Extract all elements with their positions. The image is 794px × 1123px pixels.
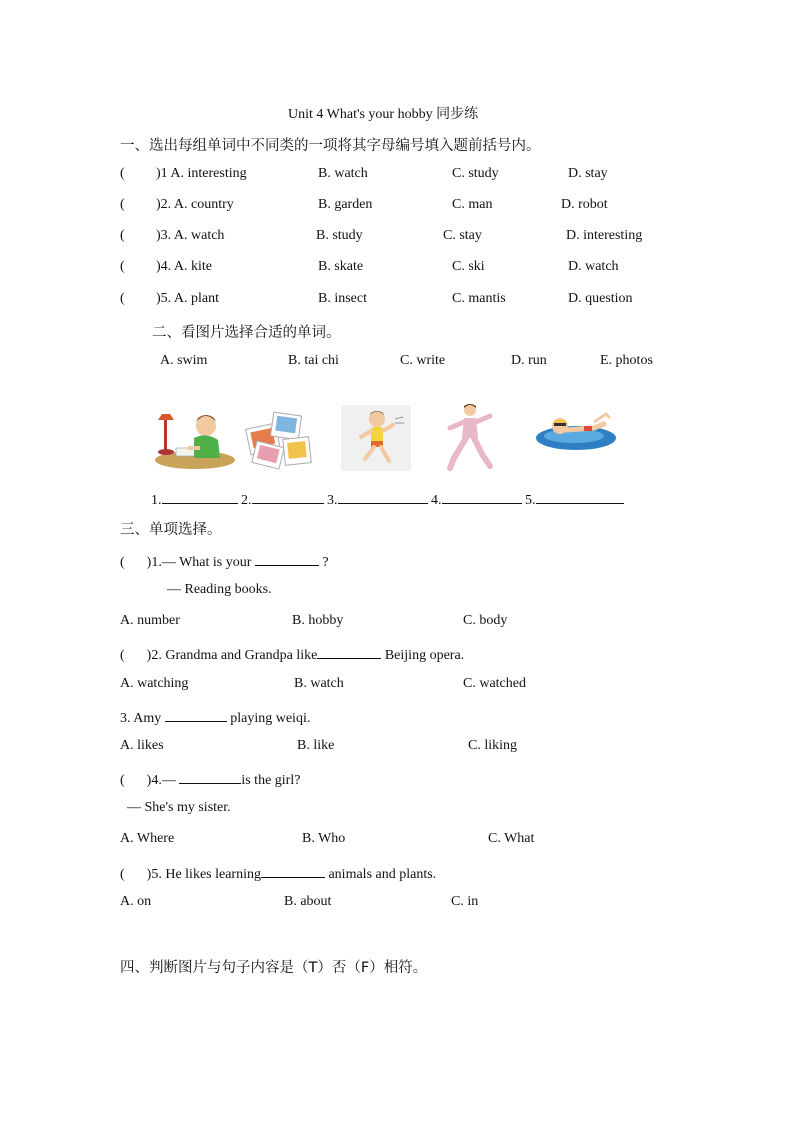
paren: (	[120, 197, 125, 212]
answer-blank-3[interactable]	[338, 489, 428, 504]
word-option-d: D. run	[511, 353, 547, 368]
boy-writing-icon	[154, 410, 236, 470]
question-3-4: ( )4.— is the girl?	[120, 769, 300, 789]
option-a: A. number	[120, 613, 180, 628]
paren: (	[120, 259, 125, 274]
option-d: D. watch	[568, 259, 619, 274]
option-a: A. watching	[120, 676, 189, 691]
blank[interactable]	[255, 551, 319, 566]
blank-label-4: 4.	[431, 493, 442, 508]
option-b: B. like	[297, 738, 335, 753]
paren: (	[120, 648, 125, 663]
option-c: C. study	[452, 166, 499, 181]
answer-blank-2[interactable]	[252, 489, 324, 504]
woman-tai-chi-icon	[440, 402, 502, 472]
question-1-5: )5. A. plant	[156, 291, 219, 306]
word-option-b: B. tai chi	[288, 353, 339, 368]
answer-text: — Reading books.	[167, 582, 272, 597]
option-c: C. mantis	[452, 291, 506, 306]
blank[interactable]	[261, 863, 325, 878]
option-a: A. likes	[120, 738, 164, 753]
option-c: C. in	[451, 894, 479, 909]
paren: (	[120, 228, 125, 243]
word-option-c: C. write	[400, 353, 446, 368]
option-b: B. insect	[318, 291, 367, 306]
question-3-5: ( )5. He likes learning animals and plants.	[120, 863, 436, 883]
blank-label-2: 2.	[241, 493, 252, 508]
word-option-a: A. swim	[160, 353, 208, 368]
option-c: C. ski	[452, 259, 485, 274]
option-c: C. body	[463, 613, 508, 628]
option-c: C. What	[488, 831, 535, 846]
paren: (	[120, 166, 125, 181]
option-b: B. hobby	[292, 613, 344, 628]
option-a: A. on	[120, 894, 152, 909]
option-b: B. watch	[294, 676, 344, 691]
question-3-2: ( )2. Grandma and Grandpa like Beijing opera.	[120, 644, 464, 664]
photos-icon	[244, 408, 316, 470]
blank-label-1: 1.	[151, 493, 162, 508]
option-b: B. garden	[318, 197, 373, 212]
page-title: Unit 4 What's your hobby 同步练	[288, 107, 479, 122]
question-3-1: ( )1.— What is your ?	[120, 551, 329, 571]
blank[interactable]	[317, 644, 381, 659]
blank-label-3: 3.	[327, 493, 338, 508]
answer-text: — She's my sister.	[127, 800, 231, 815]
answer-blank-1[interactable]	[162, 489, 238, 504]
option-b: B. Who	[302, 831, 346, 846]
option-d: D. interesting	[566, 228, 643, 243]
blank-label-5: 5.	[525, 493, 536, 508]
option-b: B. skate	[318, 259, 364, 274]
option-c: C. liking	[468, 738, 518, 753]
section3-heading: 三、单项选择。	[120, 522, 222, 538]
section1-heading: 一、选出每组单词中不同类的一项将其字母编号填入题前括号内。	[120, 138, 541, 154]
blank[interactable]	[165, 707, 227, 722]
option-d: D. question	[568, 291, 633, 306]
answer-blank-4[interactable]	[442, 489, 522, 504]
option-d: D. stay	[568, 166, 608, 181]
question-1-2: )2. A. country	[156, 197, 234, 212]
option-c: C. man	[452, 197, 493, 212]
option-d: D. robot	[561, 197, 608, 212]
paren: (	[120, 291, 125, 306]
answer-blank-5[interactable]	[536, 489, 624, 504]
paren: (	[120, 867, 125, 882]
question-1-4: )4. A. kite	[156, 259, 212, 274]
word-option-e: E. photos	[600, 353, 653, 368]
section2-heading: 二、看图片选择合适的单词。	[152, 325, 341, 341]
answer-blanks	[151, 489, 624, 509]
option-b: B. watch	[318, 166, 368, 181]
option-b: B. about	[284, 894, 332, 909]
boy-running-icon	[341, 405, 411, 471]
paren: (	[120, 555, 125, 570]
blank[interactable]	[179, 769, 241, 784]
option-c: C. watched	[463, 676, 526, 691]
question-3-3: 3. Amy playing weiqi.	[120, 707, 310, 727]
option-a: A. Where	[120, 831, 175, 846]
option-c: C. stay	[443, 228, 482, 243]
question-1-1: )1 A. interesting	[156, 166, 247, 181]
boy-swimming-icon	[534, 408, 620, 452]
paren: (	[120, 773, 125, 788]
section4-heading: 四、判断图片与句子内容是（T）否（F）相符。	[120, 960, 428, 976]
option-b: B. study	[316, 228, 363, 243]
question-1-3: )3. A. watch	[156, 228, 225, 243]
